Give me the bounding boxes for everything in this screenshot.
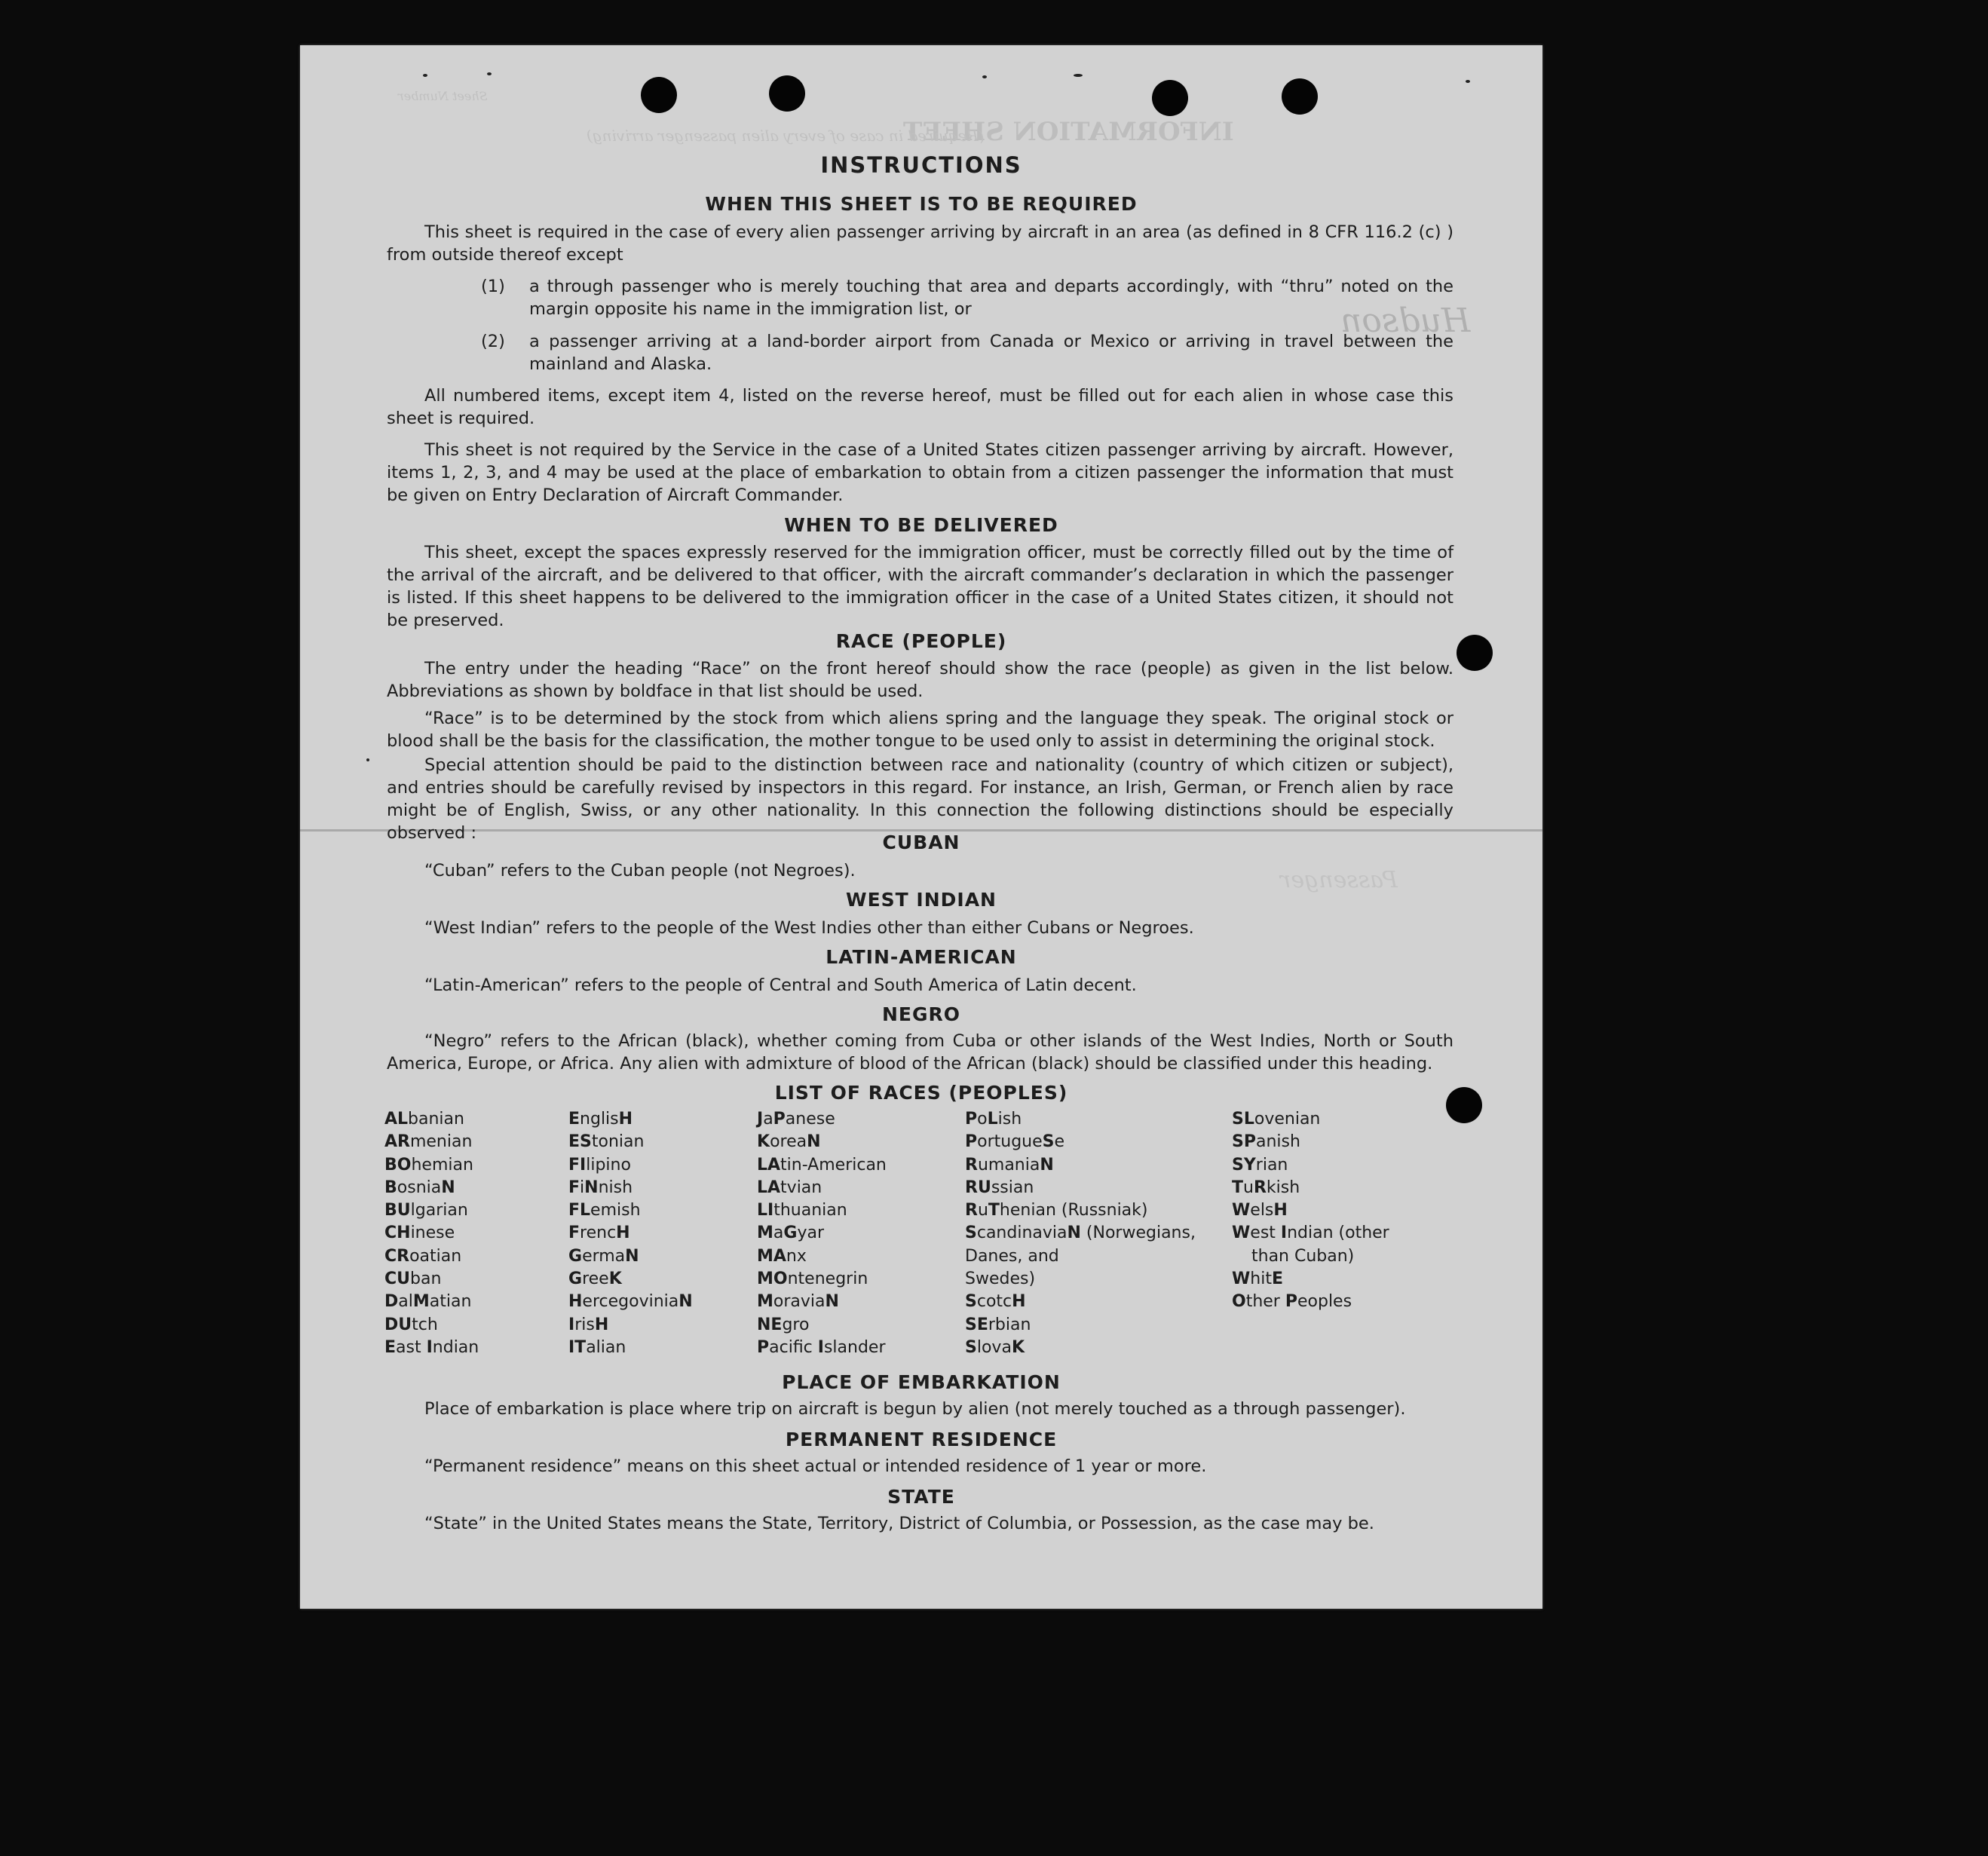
race-entry: WhitE xyxy=(1232,1269,1283,1289)
race-entry: CRoatian xyxy=(384,1246,462,1266)
bleed-through-handwriting-2: Passenger xyxy=(1280,867,1398,893)
race-entry: MaGyar xyxy=(757,1224,824,1243)
race-entry: BosniaN xyxy=(384,1178,455,1197)
paragraph-race-1: The entry under the heading “Race” on the front hereof should show the race (people) as given in the list below. Abbreviations as shown by boldface in that list should be used. xyxy=(387,659,1453,701)
speck xyxy=(487,72,492,75)
race-entry: CHinese xyxy=(384,1224,455,1243)
race-entry: WelsH xyxy=(1232,1201,1288,1220)
paragraph-residence: “Permanent residence” means on this sheet actual or intended residence of 1 year or more. xyxy=(424,1456,1207,1476)
race-entry: BOhemian xyxy=(384,1155,473,1175)
race-entry: FiNnish xyxy=(568,1178,633,1197)
race-entry: LAtin-American xyxy=(757,1155,887,1175)
speck xyxy=(982,75,987,78)
race-entry: ALbanian xyxy=(384,1110,464,1129)
race-entry: ITalian xyxy=(568,1337,626,1357)
speck xyxy=(366,758,369,761)
race-entry: BUlgarian xyxy=(384,1201,468,1220)
race-entry: PortugueSe xyxy=(965,1132,1065,1152)
speck xyxy=(423,74,427,77)
race-entry: East Indian xyxy=(384,1337,479,1357)
bleed-through-handwriting: Hudson xyxy=(1340,302,1471,340)
race-entry: FLemish xyxy=(568,1201,641,1220)
section-title-cuban: CUBAN xyxy=(882,832,960,853)
race-entry: SYrian xyxy=(1232,1155,1288,1175)
race-entry: EStonian xyxy=(568,1132,645,1152)
race-column-2 xyxy=(568,1108,693,1359)
section-title-when-required: WHEN THIS SHEET IS TO BE REQUIRED xyxy=(705,193,1138,215)
punch-hole xyxy=(641,77,677,113)
race-entry: RumaniaN xyxy=(965,1155,1054,1175)
item-text: a through passenger who is merely touching that area and departs accordingly, with “thru” noted on the margin opposite his name in the immigration list, or xyxy=(529,277,1453,319)
paragraph-race-2: “Race” is to be determined by the stock from which aliens spring and the language they speak. The original stock or blood shall be the basis for the classification, the mother tongue to be used only to assist in determining the original stock. xyxy=(387,709,1453,751)
race-entry: HercegoviniaN xyxy=(568,1292,693,1312)
race-entry: EnglisH xyxy=(568,1110,633,1129)
race-entry: ScandinaviaN (Norwegians, xyxy=(965,1224,1196,1243)
race-entry: RuThenian (Russniak) xyxy=(965,1201,1148,1220)
item-number: (1) xyxy=(481,277,505,296)
race-entry: MoraviaN xyxy=(757,1292,839,1312)
race-entry: SLovenian xyxy=(1232,1110,1321,1129)
race-entry: FIlipino xyxy=(568,1155,631,1175)
race-entry: JaPanese xyxy=(757,1110,835,1129)
punch-hole xyxy=(1282,78,1318,115)
section-title-residence: PERMANENT RESIDENCE xyxy=(785,1429,1058,1450)
paragraph-required-intro xyxy=(387,221,1453,266)
race-entry: SPanish xyxy=(1232,1132,1300,1152)
race-column-4 xyxy=(965,1108,1196,1359)
race-entry: than Cuban) xyxy=(1251,1246,1355,1266)
race-entry: NEgro xyxy=(757,1315,810,1334)
race-entry: MOntenegrin xyxy=(757,1269,868,1289)
race-entry: Pacific Islander xyxy=(757,1337,886,1357)
paragraph-west-indian: “West Indian” refers to the people of the West Indies other than either Cubans or Negroes. xyxy=(424,918,1194,938)
item-text: a passenger arriving at a land-border airport from Canada or Mexico or arriving in travel between the mainland and Alaska. xyxy=(529,332,1453,374)
page-title: INSTRUCTIONS xyxy=(820,152,1022,178)
paragraph-cuban: “Cuban” refers to the Cuban people (not Negroes). xyxy=(424,861,856,881)
race-entry: TuRkish xyxy=(1232,1178,1300,1197)
paragraph-embarkation: Place of embarkation is place where trip on aircraft is begun by alien (not merely touched as a through passenger). xyxy=(424,1399,1406,1419)
item-number: (2) xyxy=(481,332,505,351)
section-title-race-list: LIST OF RACES (PEOPLES) xyxy=(774,1082,1068,1104)
race-entry: GermaN xyxy=(568,1246,639,1266)
section-title-latin-american: LATIN-AMERICAN xyxy=(826,946,1017,968)
race-entry: SlovaK xyxy=(965,1337,1025,1357)
paragraph-latin-american: “Latin-American” refers to the people of Central and South America of Latin decent. xyxy=(424,975,1137,995)
race-entry: Swedes) xyxy=(965,1269,1036,1289)
paragraph-race-3: Special attention should be paid to the distinction between race and nationality (country of which citizen or subject), and entries should be carefully revised by inspectors in this regard. For instance, an Irish, German, or French alien by race might be of English, Swiss, or any other nationality. In this connection the following distinctions should be especially observed : xyxy=(387,755,1453,843)
section-title-negro: NEGRO xyxy=(881,1003,961,1025)
race-entry: LAtvian xyxy=(757,1178,822,1197)
race-entry: Danes, and xyxy=(965,1246,1059,1266)
bleed-through-title: INFORMATION SHEET xyxy=(903,117,1234,147)
section-title-when-delivered: WHEN TO BE DELIVERED xyxy=(784,514,1058,536)
paragraph-citizen: This sheet is not required by the Service in the case of a United States citizen passenger arriving by aircraft. However, items 1, 2, 3, and 4 may be used at the place of embarkation to obtain from a citizen passenger the information that must be given on Entry Declaration of Aircraft Commander. xyxy=(387,440,1453,505)
race-entry: MAnx xyxy=(757,1246,807,1266)
paragraph-delivered: This sheet, except the spaces expressly reserved for the immigration officer, must be correctly filled out by the time of the arrival of the aircraft, and be delivered to that officer, with the aircraft commander’s declaration in which the passenger is listed. If this sheet happens to be delivered to the immigration officer in the case of a United States citizen, it should not be preserved. xyxy=(387,543,1453,630)
race-entry: SErbian xyxy=(965,1315,1031,1334)
race-entry: DalMatian xyxy=(384,1292,472,1312)
paragraph-negro: “Negro” refers to the African (black), whether coming from Cuba or other islands of the West Indies, North or South America, Europe, or Africa. Any alien with admixture of blood of the African (black) should be classified under this heading. xyxy=(387,1031,1453,1073)
race-entry: LIthuanian xyxy=(757,1201,847,1220)
paragraph-required-intro-text: This sheet is required in the case of every alien passenger arriving by aircraft in an area (as defined in 8 CFR 116.2 (c) ) from outside thereof except xyxy=(387,222,1453,265)
race-entry: PoLish xyxy=(965,1110,1022,1129)
paragraph-state: “State” in the United States means the State, Territory, District of Columbia, or Possession, as the case may be. xyxy=(424,1514,1374,1533)
punch-hole xyxy=(769,75,805,112)
race-entry: KoreaN xyxy=(757,1132,821,1152)
race-entry: West Indian (other xyxy=(1232,1224,1389,1243)
section-title-west-indian: WEST INDIAN xyxy=(846,889,997,911)
bleed-through-subtitle: (Required in case of every alien passenger arriving) xyxy=(587,127,985,145)
race-entry: FrencH xyxy=(568,1224,630,1243)
race-column-3 xyxy=(757,1108,887,1359)
race-entry: ARmenian xyxy=(384,1132,473,1152)
section-title-embarkation: PLACE OF EMBARKATION xyxy=(782,1371,1061,1393)
bleed-through-label: Sheet Number xyxy=(398,89,488,103)
race-entry: IrisH xyxy=(568,1315,609,1334)
race-entry: GreeK xyxy=(568,1269,622,1289)
section-title-state: STATE xyxy=(887,1486,955,1508)
document-sheet xyxy=(300,45,1542,1609)
race-entry: Other Peoples xyxy=(1232,1292,1352,1312)
race-entry: RUssian xyxy=(965,1178,1034,1197)
section-title-race: RACE (PEOPLE) xyxy=(835,630,1007,652)
speck xyxy=(1074,74,1083,77)
punch-hole xyxy=(1152,80,1188,116)
race-entry: CUban xyxy=(384,1269,442,1289)
race-entry: DUtch xyxy=(384,1315,438,1334)
race-column-5 xyxy=(1232,1108,1389,1314)
race-entry: ScotcH xyxy=(965,1292,1026,1312)
paragraph-numbered-items: All numbered items, except item 4, listed on the reverse hereof, must be filled out for each alien in whose case this sheet is required. xyxy=(387,386,1453,428)
speck xyxy=(1466,80,1470,83)
race-column-1 xyxy=(384,1108,479,1359)
